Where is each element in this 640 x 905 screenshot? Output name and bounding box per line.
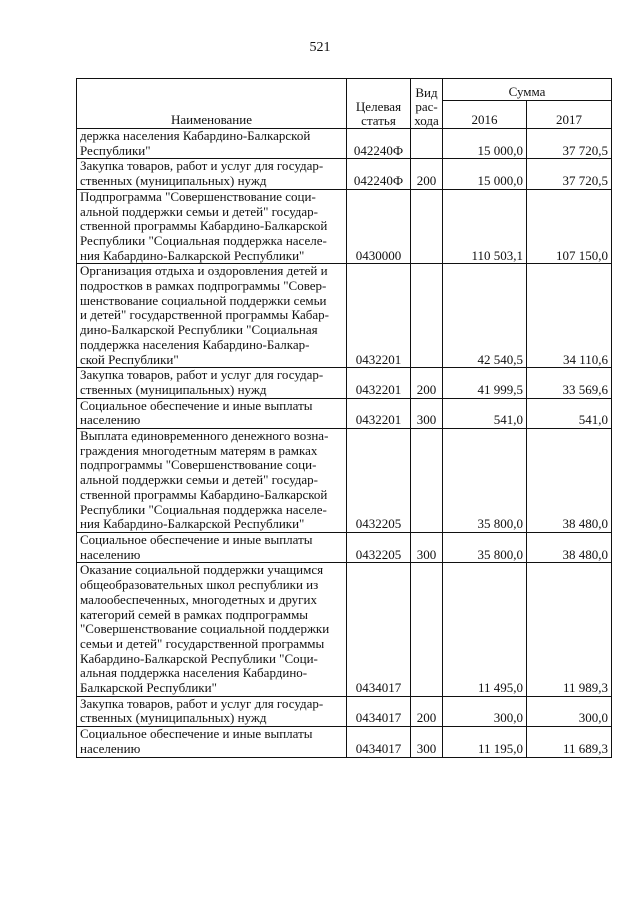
table-row <box>77 563 612 696</box>
row-sum-2016: 41 999,5 <box>443 368 527 398</box>
row-sum-2017: 11 689,3 <box>527 727 612 757</box>
row-kind: 200 <box>411 368 443 398</box>
row-sum-2016: 35 800,0 <box>443 429 527 533</box>
row-sum-2016: 11 495,0 <box>443 563 527 696</box>
header-kind: Вид рас- хода <box>411 79 443 129</box>
table-row <box>77 532 612 562</box>
row-target: 042240Ф <box>347 129 411 159</box>
row-name: Оказание социальной поддержки учащимся общеобразовательных школ республики из малообеспеченных, многодетных и других категорий семей в рамках подпрограммы "Совершенствование социальной поддержки семьи и детей" государственной программы Кабардино-Балкарской Республики "Соци- альная поддержка населения Кабардино- Балкарской Республики" <box>77 563 347 696</box>
row-sum-2017: 37 720,5 <box>527 159 612 189</box>
row-kind <box>411 129 443 159</box>
row-sum-2017: 34 110,6 <box>527 264 612 368</box>
table-row <box>77 696 612 726</box>
header-sum: Сумма <box>443 79 612 101</box>
table-row <box>77 189 612 264</box>
row-target: 0434017 <box>347 727 411 757</box>
page-number: 521 <box>309 40 331 55</box>
row-kind: 300 <box>411 727 443 757</box>
row-sum-2016: 11 195,0 <box>443 727 527 757</box>
row-sum-2016: 541,0 <box>443 398 527 428</box>
row-name: Подпрограмма "Совершенствование соци- альной поддержки семьи и детей" государ- ственной программы Кабардино-Балкарской Республики "Социальная поддержка населе- ния Кабардино-Балкарской Республики" <box>77 189 347 264</box>
row-target: 0432201 <box>347 398 411 428</box>
row-target: 0434017 <box>347 696 411 726</box>
row-kind <box>411 429 443 533</box>
row-name: Организация отдыха и оздоровления детей и подростков в рамках подпрограммы "Совер- шенствование социальной поддержки семьи и детей" государственной программы Кабар- дино-Балкарской Республики "Социальная поддержка населения Кабардино-Балкар- ской Республики" <box>77 264 347 368</box>
row-name: держка населения Кабардино-Балкарской Республики" <box>77 129 347 159</box>
row-target: 0434017 <box>347 563 411 696</box>
row-target: 042240Ф <box>347 159 411 189</box>
table-row <box>77 398 612 428</box>
table-row <box>77 727 612 757</box>
header-target: Целевая статья <box>347 79 411 129</box>
table-row <box>77 368 612 398</box>
row-kind: 200 <box>411 159 443 189</box>
row-name: Закупка товаров, работ и услуг для государ- ственных (муниципальных) нужд <box>77 696 347 726</box>
table-row <box>77 264 612 368</box>
row-sum-2016: 300,0 <box>443 696 527 726</box>
row-sum-2016: 15 000,0 <box>443 159 527 189</box>
header-name: Наименование <box>77 79 347 129</box>
row-sum-2016: 42 540,5 <box>443 264 527 368</box>
row-kind <box>411 264 443 368</box>
row-kind: 200 <box>411 696 443 726</box>
table-row <box>77 129 612 159</box>
budget-table <box>76 78 612 758</box>
row-sum-2017: 107 150,0 <box>527 189 612 264</box>
row-target: 0432205 <box>347 532 411 562</box>
row-target: 0432201 <box>347 368 411 398</box>
row-sum-2017: 33 569,6 <box>527 368 612 398</box>
row-name: Закупка товаров, работ и услуг для государ- ственных (муниципальных) нужд <box>77 159 347 189</box>
table-row <box>77 159 612 189</box>
row-sum-2017: 38 480,0 <box>527 429 612 533</box>
row-target: 0430000 <box>347 189 411 264</box>
row-target: 0432205 <box>347 429 411 533</box>
row-kind <box>411 189 443 264</box>
row-sum-2016: 15 000,0 <box>443 129 527 159</box>
row-sum-2016: 110 503,1 <box>443 189 527 264</box>
row-sum-2017: 37 720,5 <box>527 129 612 159</box>
row-sum-2017: 11 989,3 <box>527 563 612 696</box>
row-sum-2017: 300,0 <box>527 696 612 726</box>
row-sum-2017: 541,0 <box>527 398 612 428</box>
row-kind: 300 <box>411 398 443 428</box>
row-target: 0432201 <box>347 264 411 368</box>
row-name: Закупка товаров, работ и услуг для государ- ственных (муниципальных) нужд <box>77 368 347 398</box>
row-name: Социальное обеспечение и иные выплаты населению <box>77 727 347 757</box>
row-kind <box>411 563 443 696</box>
header-year-2016: 2016 <box>443 101 527 129</box>
row-sum-2016: 35 800,0 <box>443 532 527 562</box>
table-row <box>77 429 612 533</box>
row-kind: 300 <box>411 532 443 562</box>
row-name: Социальное обеспечение и иные выплаты населению <box>77 398 347 428</box>
row-name: Социальное обеспечение и иные выплаты населению <box>77 532 347 562</box>
row-sum-2017: 38 480,0 <box>527 532 612 562</box>
header-year-2017: 2017 <box>527 101 612 129</box>
row-name: Выплата единовременного денежного возна- граждения многодетным матерям в рамках подпрограммы "Совершенствование соци- альной поддержки семьи и детей" государ- ственной программы Кабардино-Балкарской Республики "Социальная поддержка населе- ния Кабардино-Балкарской Республики" <box>77 429 347 533</box>
